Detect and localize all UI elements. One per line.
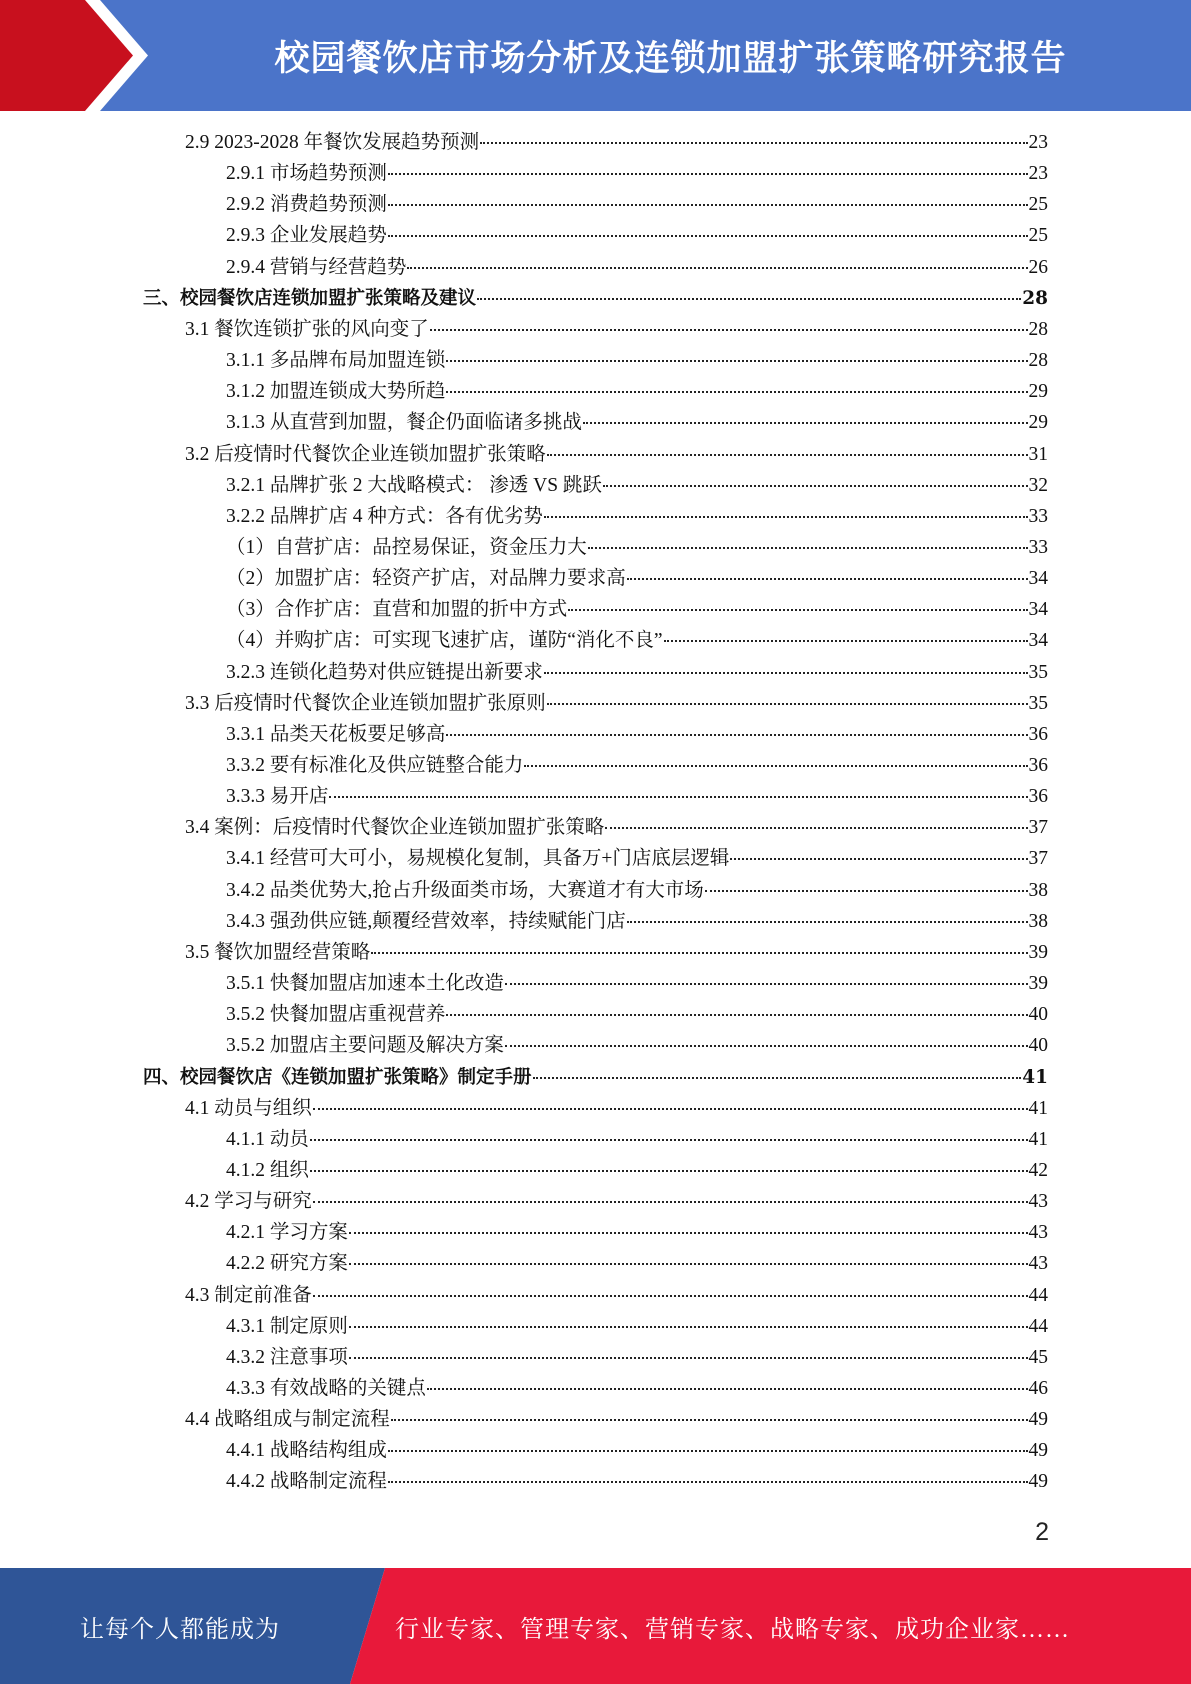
toc-dot-leader — [349, 1357, 1028, 1359]
toc-entry-page: 33 — [1028, 505, 1048, 527]
toc-entry-page: 23 — [1028, 163, 1048, 185]
toc-entry[interactable] — [226, 906, 1048, 937]
toc-dot-leader — [547, 703, 1028, 705]
toc-entry[interactable] — [226, 657, 1048, 688]
toc-entry-title: 3.3.1 品类天花板要足够高 — [226, 723, 446, 745]
toc-entry-page: 29 — [1028, 381, 1048, 403]
toc-entry-title: 三、校园餐饮店连锁加盟扩张策略及建议 — [143, 287, 477, 309]
toc-entry-title: 3.1.2 加盟连锁成大势所趋 — [226, 381, 446, 403]
toc-entry[interactable] — [185, 688, 1048, 719]
toc-entry-title: 4.1 动员与组织 — [185, 1097, 312, 1119]
toc-entry[interactable] — [226, 376, 1048, 407]
header-band — [0, 0, 1191, 111]
toc-entry-title: 3.5.2 快餐加盟店重视营养 — [226, 1004, 446, 1026]
toc-entry-title: 4.2.1 学习方案 — [226, 1222, 348, 1244]
toc-dot-leader — [524, 765, 1027, 767]
toc-entry-title: 3.4 案例：后疫情时代餐饮企业连锁加盟扩张策略 — [185, 817, 605, 839]
toc-entry-title: 4.2 学习与研究 — [185, 1191, 312, 1213]
toc-entry[interactable] — [226, 1373, 1048, 1404]
toc-entry-title: （4）并购扩店：可实现飞速扩店，谨防“消化不良” — [226, 630, 663, 652]
footer-band — [0, 1568, 1191, 1684]
toc-entry-title: （3）合作扩店：直营和加盟的折中方式 — [226, 599, 568, 621]
toc-entry[interactable] — [185, 1186, 1048, 1217]
toc-entry-page: 36 — [1028, 755, 1048, 776]
toc-entry-title: 4.3.2 注意事项 — [226, 1346, 348, 1368]
toc-entry-page: 31 — [1028, 443, 1048, 465]
header-arrow-decoration — [0, 0, 160, 111]
toc-dot-leader — [407, 267, 1027, 269]
toc-entry[interactable] — [226, 220, 1048, 251]
toc-entry-title: 4.4.2 战略制定流程 — [226, 1471, 387, 1493]
toc-entry-page: 34 — [1028, 599, 1048, 621]
toc-entry-title: 4.1.2 组织 — [226, 1159, 309, 1181]
toc-entry-page: 42 — [1028, 1159, 1048, 1181]
toc-entry-page: 33 — [1028, 536, 1048, 558]
toc-dot-leader — [568, 609, 1027, 611]
toc-entry-page: 25 — [1028, 194, 1048, 216]
toc-dot-leader — [313, 1108, 1028, 1110]
toc-entry[interactable] — [226, 750, 1048, 781]
toc-entry[interactable] — [226, 968, 1048, 999]
toc-entry[interactable] — [226, 1248, 1048, 1279]
toc-dot-leader — [388, 1481, 1028, 1483]
toc-entry[interactable] — [185, 127, 1048, 158]
toc-dot-leader — [627, 578, 1028, 580]
toc-entry-title: 4.4 战略组成与制定流程 — [185, 1409, 390, 1431]
toc-entry-title: 3.1.3 从直营到加盟，餐企仍面临诸多挑战 — [226, 412, 582, 434]
toc-entry-title: 3.4.2 品类优势大,抢占升级面类市场，大赛道才有大市场 — [226, 879, 704, 901]
toc-dot-leader — [310, 1170, 1028, 1172]
toc-dot-leader — [583, 422, 1028, 424]
toc-entry-page: 28 — [1022, 287, 1048, 309]
toc-entry-title: 4.4.1 战略结构组成 — [226, 1440, 387, 1462]
toc-entry-title: 4.3.1 制定原则 — [226, 1315, 348, 1337]
toc-entry-page: 35 — [1028, 661, 1048, 683]
toc-entry-page: 38 — [1028, 879, 1048, 901]
toc-entry[interactable] — [226, 1466, 1048, 1497]
toc-dot-leader — [505, 983, 1028, 985]
toc-entry[interactable] — [226, 563, 1048, 594]
toc-entry[interactable] — [226, 532, 1048, 563]
toc-dot-leader — [664, 640, 1028, 642]
toc-dot-leader — [446, 1014, 1027, 1016]
toc-dot-leader — [505, 1045, 1028, 1047]
toc-dot-leader — [730, 858, 1027, 860]
toc-entry-page: 39 — [1028, 973, 1048, 995]
toc-entry-page: 49 — [1028, 1440, 1048, 1462]
toc-entry-title: 3.2.3 连锁化趋势对供应链提出新要求 — [226, 661, 543, 683]
toc-entry-page: 38 — [1028, 910, 1048, 932]
toc-entry-title: 3.3.3 易开店 — [226, 786, 329, 808]
toc-dot-leader — [603, 485, 1028, 487]
toc-dot-leader — [313, 1201, 1028, 1203]
toc-dot-leader — [391, 1419, 1028, 1421]
footer-slogan-right: 行业专家、管理专家、营销专家、战略专家、成功企业家…… — [395, 1616, 1070, 1643]
toc-entry-title: 2.9.2 消费趋势预测 — [226, 194, 387, 216]
toc-entry[interactable] — [185, 1093, 1048, 1124]
toc-entry-page: 37 — [1028, 848, 1048, 870]
toc-dot-leader — [349, 1232, 1028, 1234]
toc-entry-page: 29 — [1028, 412, 1048, 434]
report-title: 校园餐饮店市场分析及连锁加盟扩张策略研究报告 — [274, 38, 1067, 79]
toc-entry-title: 3.5.2 加盟店主要问题及解决方案 — [226, 1035, 504, 1057]
toc-entry-page: 43 — [1028, 1222, 1048, 1244]
toc-dot-leader — [349, 1263, 1028, 1265]
toc-entry-page: 34 — [1028, 630, 1048, 652]
toc-entry-title: （1）自营扩店：品控易保证，资金压力大 — [226, 536, 587, 558]
toc-entry[interactable] — [226, 1342, 1048, 1373]
toc-entry-page: 26 — [1028, 256, 1048, 278]
toc-entry[interactable] — [226, 625, 1048, 656]
toc-entry-title: 四、校园餐饮店《连锁加盟扩张策略》制定手册 — [143, 1066, 532, 1088]
toc-entry-page: 43 — [1028, 1191, 1048, 1213]
toc-entry-page: 23 — [1028, 132, 1048, 153]
toc-entry[interactable] — [226, 345, 1048, 376]
toc-dot-leader — [329, 796, 1027, 798]
toc-entry[interactable] — [226, 1217, 1048, 1248]
toc-entry[interactable] — [226, 1124, 1048, 1155]
toc-dot-leader — [427, 1388, 1028, 1390]
toc-entry-title: 3.3 后疫情时代餐饮企业连锁加盟扩张原则 — [185, 692, 546, 714]
toc-entry[interactable] — [185, 1404, 1048, 1435]
toc-entry-title: 4.2.2 研究方案 — [226, 1253, 348, 1275]
toc-entry-title: 4.3.3 有效战略的关键点 — [226, 1378, 426, 1399]
toc-entry-title: 3.4.3 强劲供应链,颠覆经营效率，持续赋能门店 — [226, 910, 626, 932]
toc-dot-leader — [547, 454, 1028, 456]
toc-dot-leader — [544, 672, 1028, 674]
toc-dot-leader — [705, 890, 1028, 892]
toc-entry-title: 4.1.1 动员 — [226, 1128, 309, 1150]
toc-entry-title: 3.1 餐饮连锁扩张的风向变了 — [185, 318, 429, 340]
toc-entry-title: 3.5.1 快餐加盟店加速本土化改造 — [226, 973, 504, 995]
toc-entry[interactable] — [226, 594, 1048, 625]
toc-entry-page: 40 — [1028, 1004, 1048, 1026]
toc-dot-leader — [349, 1326, 1028, 1328]
toc-entry[interactable] — [185, 1280, 1048, 1311]
toc-entry[interactable] — [185, 439, 1048, 470]
toc-entry[interactable] — [226, 158, 1048, 189]
toc-entry-page: 49 — [1028, 1409, 1048, 1431]
toc-entry-page: 28 — [1028, 350, 1048, 372]
toc-dot-leader — [605, 827, 1027, 829]
toc-entry-title: 3.3.2 要有标准化及供应链整合能力 — [226, 755, 524, 776]
toc-entry[interactable] — [226, 999, 1048, 1030]
toc-entry[interactable] — [226, 719, 1048, 750]
toc-dot-leader — [388, 204, 1028, 206]
toc-entry[interactable] — [226, 252, 1048, 283]
toc-entry-title: 4.3 制定前准备 — [185, 1284, 312, 1306]
toc-entry-title: 3.2.2 品牌扩店 4 种方式：各有优劣势 — [226, 505, 543, 527]
toc-dot-leader — [371, 952, 1027, 954]
toc-entry-page: 46 — [1028, 1378, 1048, 1399]
toc-entry-title: 2.9.3 企业发展趋势 — [226, 225, 387, 247]
toc-entry-page: 43 — [1028, 1253, 1048, 1275]
toc-entry-title: 2.9 2023-2028 年餐饮发展趋势预测 — [185, 132, 480, 153]
toc-dot-leader — [480, 142, 1027, 144]
toc-entry[interactable] — [226, 781, 1048, 812]
toc-entry[interactable] — [226, 875, 1048, 906]
toc-entry-page: 44 — [1028, 1315, 1048, 1337]
toc-entry-page: 37 — [1028, 817, 1048, 839]
toc-dot-leader — [310, 1139, 1028, 1141]
toc-entry[interactable] — [226, 470, 1048, 501]
toc-entry-page: 32 — [1028, 474, 1048, 496]
toc-entry-page: 45 — [1028, 1346, 1048, 1368]
toc-entry[interactable] — [226, 189, 1048, 220]
page-number: 2 — [1035, 1518, 1049, 1546]
toc-entry-page: 25 — [1028, 225, 1048, 247]
toc-entry-page: 39 — [1028, 941, 1048, 963]
toc-entry-page: 41 — [1028, 1097, 1048, 1119]
toc-entry[interactable] — [185, 314, 1048, 345]
toc-entry-page: 40 — [1028, 1035, 1048, 1057]
toc-entry[interactable] — [185, 812, 1048, 843]
toc-entry-page: 35 — [1028, 692, 1048, 714]
toc-entry-page: 36 — [1028, 723, 1048, 745]
toc-dot-leader — [446, 391, 1027, 393]
toc-entry[interactable] — [226, 1030, 1048, 1061]
toc-dot-leader — [388, 173, 1028, 175]
toc-dot-leader — [388, 1450, 1028, 1452]
toc-entry[interactable] — [226, 1311, 1048, 1342]
toc-entry[interactable] — [185, 937, 1048, 968]
toc-entry-title: 3.2 后疫情时代餐饮企业连锁加盟扩张策略 — [185, 443, 546, 465]
toc-entry[interactable] — [226, 407, 1048, 438]
toc-entry[interactable] — [226, 843, 1048, 874]
toc-entry-title: （2）加盟扩店：轻资产扩店，对品牌力要求高 — [226, 568, 626, 590]
toc-entry[interactable] — [143, 1062, 1048, 1093]
toc-dot-leader — [446, 360, 1027, 362]
toc-dot-leader — [430, 329, 1028, 331]
toc-entry-title: 2.9.1 市场趋势预测 — [226, 163, 387, 185]
toc-entry-title: 3.1.1 多品牌布局加盟连锁 — [226, 350, 446, 372]
toc-entry[interactable] — [226, 1155, 1048, 1186]
toc-dot-leader — [588, 547, 1028, 549]
footer-slogan-left: 让每个人都能成为 — [80, 1616, 280, 1643]
toc-entry[interactable] — [143, 283, 1048, 314]
toc-dot-leader — [533, 1077, 1022, 1079]
toc-dot-leader — [627, 921, 1028, 923]
toc-entry-page: 44 — [1028, 1284, 1048, 1306]
toc-entry-page: 34 — [1028, 568, 1048, 590]
toc-entry-page: 41 — [1028, 1128, 1048, 1150]
toc-entry-page: 49 — [1028, 1471, 1048, 1493]
toc-entry-title: 3.4.1 经营可大可小，易规模化复制，具备万+门店底层逻辑 — [226, 848, 730, 870]
toc-dot-leader — [544, 516, 1028, 518]
toc-entry-page: 41 — [1022, 1066, 1048, 1088]
toc-entry[interactable] — [226, 1435, 1048, 1466]
toc-entry-title: 3.2.1 品牌扩张 2 大战略模式： 渗透 VS 跳跃 — [226, 474, 602, 496]
toc-dot-leader — [446, 734, 1027, 736]
toc-dot-leader — [313, 1295, 1028, 1297]
toc-entry[interactable] — [226, 501, 1048, 532]
toc-dot-leader — [477, 298, 1021, 300]
toc-dot-leader — [388, 235, 1028, 237]
toc-entry-title: 3.5 餐饮加盟经营策略 — [185, 941, 371, 963]
toc-entry-page: 28 — [1028, 318, 1048, 340]
toc-entry-page: 36 — [1028, 786, 1048, 808]
toc-entry-title: 2.9.4 营销与经营趋势 — [226, 256, 407, 278]
